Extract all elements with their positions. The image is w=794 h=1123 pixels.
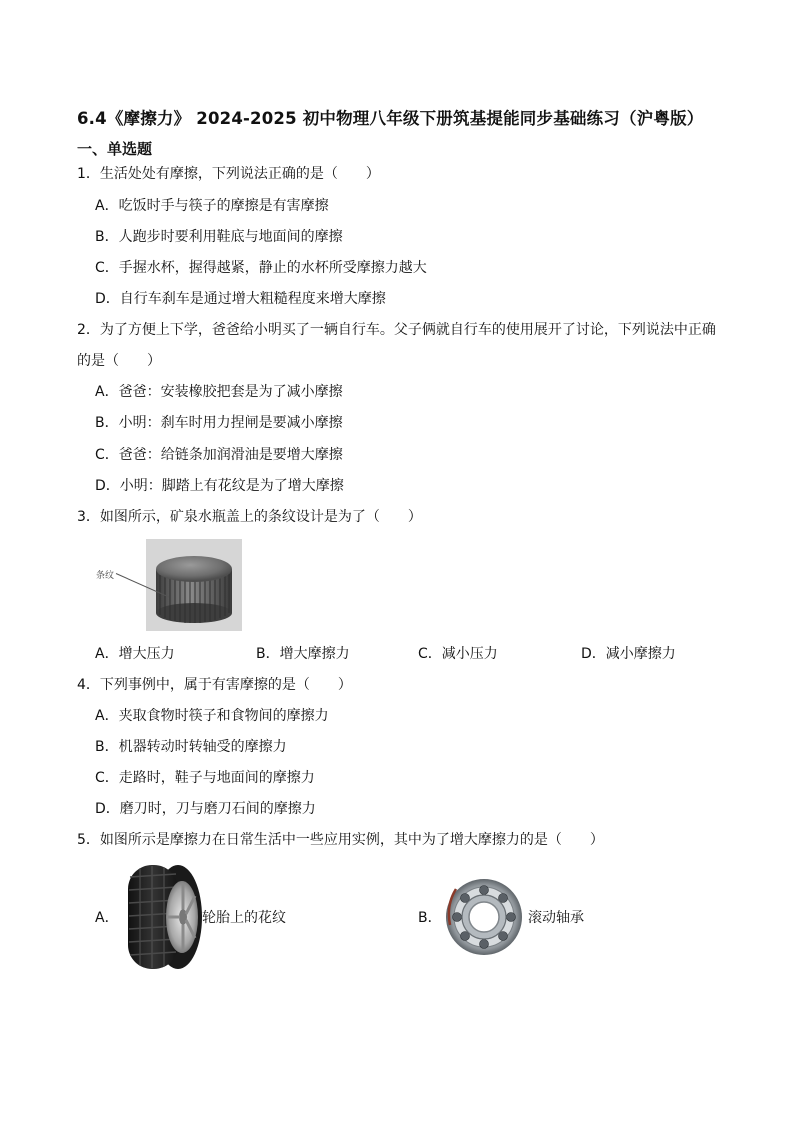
bottle-cap-image: [146, 539, 242, 631]
question-4-option-b[interactable]: B．机器转动时转轴受的摩擦力: [95, 739, 287, 755]
section-heading: 一、单选题: [77, 140, 153, 158]
question-3-option-d[interactable]: D．减小摩擦力: [581, 646, 676, 662]
question-1-option-d[interactable]: D．自行车刹车是通过增大粗糙程度来增大摩擦: [95, 291, 386, 307]
question-2-option-b[interactable]: B．小明：刹车时用力捏闸是要减小摩擦: [95, 415, 343, 431]
question-2-option-a[interactable]: A．爸爸：安装橡胶把套是为了减小摩擦: [95, 384, 343, 400]
question-4-option-d[interactable]: D．磨刀时，刀与磨刀石间的摩擦力: [95, 801, 316, 817]
figure-label-stripes: 条纹: [96, 571, 115, 581]
ball-bearing-image: [442, 875, 526, 959]
question-2-option-d[interactable]: D．小明：脚踏上有花纹是为了增大摩擦: [95, 478, 344, 494]
question-3-stem: 3．如图所示，矿泉水瓶盖上的条纹设计是为了（ ）: [77, 509, 422, 525]
question-4-option-a[interactable]: A．夹取食物时筷子和食物间的摩擦力: [95, 708, 329, 724]
question-3-options-row: [95, 645, 735, 663]
question-5-option-b-caption[interactable]: 滚动轴承: [528, 910, 584, 926]
question-5-option-a-letter[interactable]: A．: [95, 910, 119, 926]
question-2-option-c[interactable]: C．爸爸：给链条加润滑油是要增大摩擦: [95, 447, 343, 463]
question-1-option-c[interactable]: C．手握水杯，握得越紧，静止的水杯所受摩擦力越大: [95, 260, 427, 276]
question-5-stem: 5．如图所示是摩擦力在日常生活中一些应用实例，其中为了增大摩擦力的是（ ）: [77, 832, 604, 848]
question-2-stem-line-1: 2．为了方便上下学，爸爸给小明买了一辆自行车。父子俩就自行车的使用展开了讨论，下列说法中正确: [77, 322, 716, 338]
question-1-option-a[interactable]: A．吃饭时手与筷子的摩擦是有害摩擦: [95, 198, 329, 214]
question-3-option-b[interactable]: B．增大摩擦力: [256, 646, 350, 662]
tire-image: [122, 862, 204, 972]
question-1-stem: 1．生活处处有摩擦，下列说法正确的是（ ）: [77, 166, 380, 182]
question-5-option-a-caption[interactable]: 轮胎上的花纹: [202, 910, 286, 926]
question-4-option-c[interactable]: C．走路时，鞋子与地面间的摩擦力: [95, 770, 315, 786]
question-1-option-b[interactable]: B．人跑步时要利用鞋底与地面间的摩擦: [95, 229, 343, 245]
question-3-option-a[interactable]: A．增大压力: [95, 646, 175, 662]
question-3-option-c[interactable]: C．减小压力: [418, 646, 498, 662]
question-5-option-b-letter[interactable]: B．: [418, 910, 442, 926]
question-2-stem-line-2: 的是（ ）: [77, 353, 161, 369]
question-4-stem: 4．下列事例中，属于有害摩擦的是（ ）: [77, 677, 352, 693]
page-title: 6.4《摩擦力》 2024-2025 初中物理八年级下册筑基提能同步基础练习（沪粤版）: [77, 109, 704, 128]
